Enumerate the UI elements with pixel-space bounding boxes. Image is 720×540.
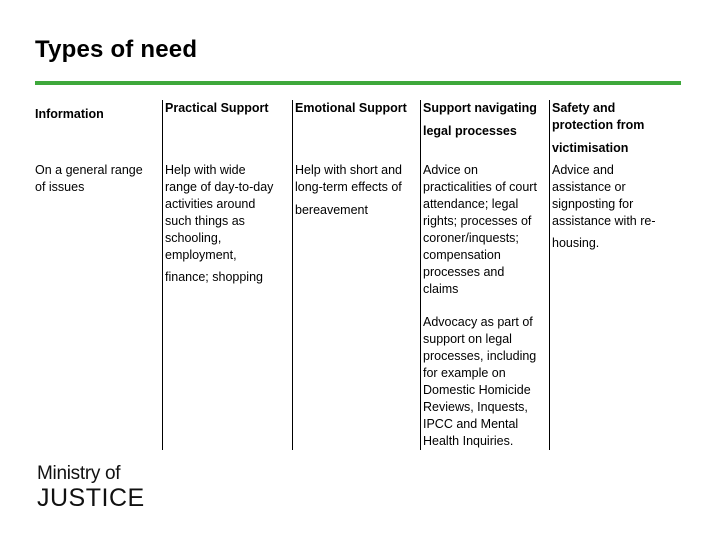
cell-line: attendance; legal: [423, 197, 519, 211]
column-divider: [549, 100, 550, 450]
ministry-of-justice-logo: [37, 463, 145, 511]
cell-line: signposting for: [552, 197, 634, 211]
cell-information: [35, 162, 143, 196]
header-line: legal processes: [423, 124, 517, 138]
header-legal-navigation: [423, 100, 537, 140]
header-line: victimisation: [552, 141, 629, 155]
cell-line: long-term effects of: [295, 180, 402, 194]
cell-line: processes and: [423, 265, 505, 279]
cell-legal-advocacy: [423, 314, 536, 450]
cell-line: housing.: [552, 236, 600, 250]
cell-line: of issues: [35, 180, 85, 194]
title-divider: [35, 81, 681, 85]
cell-line: Advocacy as part of: [423, 315, 533, 329]
cell-line: claims: [423, 282, 459, 296]
cell-line: assistance or: [552, 180, 626, 194]
cell-line: IPCC and Mental: [423, 417, 519, 431]
cell-line: Help with wide: [165, 163, 246, 177]
cell-line: range of day-to-day: [165, 180, 274, 194]
header-line: Safety and: [552, 101, 616, 115]
slide-title: Types of need: [35, 36, 198, 63]
header-information: Information: [35, 107, 104, 121]
header-safety: [552, 100, 644, 157]
cell-line: On a general range: [35, 163, 143, 177]
column-divider: [420, 100, 421, 450]
cell-line: processes, including: [423, 349, 537, 363]
cell-line: employment,: [165, 248, 237, 262]
cell-line: Health Inquiries.: [423, 434, 514, 448]
header-line: protection from: [552, 118, 645, 132]
cell-line: bereavement: [295, 203, 368, 217]
header-emotional-support: Emotional Support: [295, 101, 407, 115]
logo-line-1: Ministry of: [37, 463, 121, 484]
cell-line: Reviews, Inquests,: [423, 400, 528, 414]
header-practical-support: Practical Support: [165, 101, 269, 115]
cell-line: assistance with re-: [552, 214, 656, 228]
cell-line: support on legal: [423, 332, 512, 346]
logo-line-2: JUSTICE: [37, 484, 145, 512]
cell-line: finance; shopping: [165, 270, 263, 284]
column-divider: [162, 100, 163, 450]
cell-legal-advice: [423, 162, 537, 298]
cell-safety: [552, 162, 656, 252]
cell-line: coroner/inquests;: [423, 231, 519, 245]
cell-line: for example on: [423, 366, 506, 380]
cell-line: schooling,: [165, 231, 222, 245]
cell-line: Domestic Homicide: [423, 383, 531, 397]
cell-line: compensation: [423, 248, 501, 262]
cell-line: Advice and: [552, 163, 614, 177]
cell-line: such things as: [165, 214, 245, 228]
cell-practical: [165, 162, 273, 286]
cell-emotional: [295, 162, 402, 219]
cell-line: Advice on: [423, 163, 478, 177]
cell-line: practicalities of court: [423, 180, 537, 194]
cell-line: rights; processes of: [423, 214, 532, 228]
cell-line: Help with short and: [295, 163, 403, 177]
cell-line: activities around: [165, 197, 256, 211]
header-line: Support navigating: [423, 101, 537, 115]
column-divider: [292, 100, 293, 450]
